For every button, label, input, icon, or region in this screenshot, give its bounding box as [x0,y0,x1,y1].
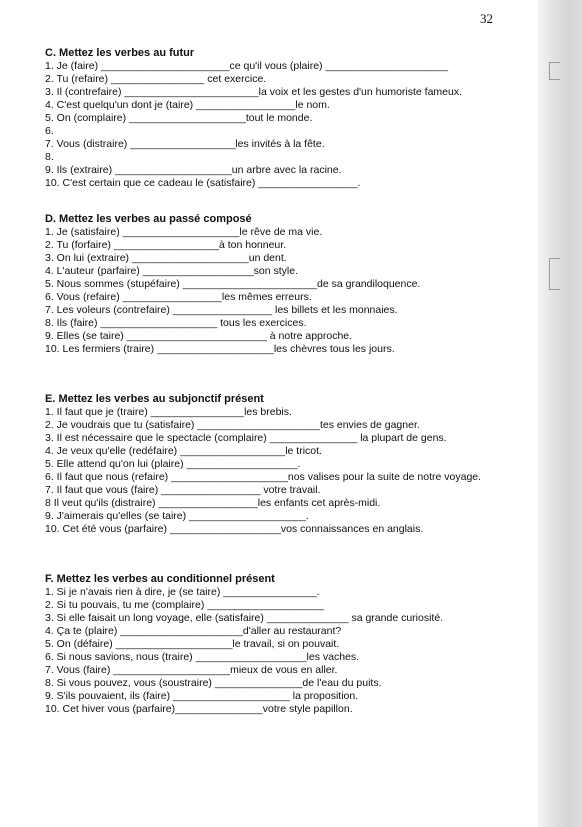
exercise-line: 5. On (complaire) ____________________tout le monde. [45,112,313,124]
exercise-line: 1. Je (satisfaire) ____________________le rêve de ma vie. [45,226,323,238]
exercise-line: 9. S'ils pouvaient, ils (faire) ____________________ la proposition. [45,690,359,702]
exercise-line: 6. [45,125,54,137]
exercise-line: 2. Si tu pouvais, tu me (complaire) ____________________ [45,599,325,611]
exercise-line: 4. Je veux qu'elle (redéfaire) __________________le tricot. [45,445,322,457]
edge-mark [549,258,560,290]
section-passe-compose [45,213,497,356]
exercise-line: 8. Ils (faire) ____________________ tous les exercices. [45,317,307,329]
exercise-line: 1. Si je n'avais rien à dire, je (se taire) ________________. [45,586,320,598]
exercise-line: 3. Si elle faisait un long voyage, elle (satisfaire) ______________ sa grande curiosité. [45,612,444,624]
exercise-line: 10. Les fermiers (traire) ____________________les chèvres tous les jours. [45,343,395,355]
exercise-line: 5. Nous sommes (stupéfaire) _______________________de sa grandiloquence. [45,278,421,290]
exercise-line: 7. Les voleurs (contrefaire) _________________ les billets et les monnaies. [45,304,398,316]
exercise-line: 6. Il faut que nous (refaire) ____________________nos valises pour la suite de notre voyage. [45,471,482,483]
page-number: 32 [480,11,493,26]
exercise-line: 6. Si nous savions, nous (traire) ___________________les vaches. [45,651,360,663]
exercise-line: 8. Si vous pouvez, vous (soustraire) _______________de l'eau du puits. [45,677,382,689]
section-title: E. Mettez les verbes au subjonctif présent [45,393,264,405]
exercise-line: 1. Je (faire) ______________________ce qu'il vous (plaire) _____________________ [45,60,449,72]
exercise-line: 9. Ils (extraire) ____________________un arbre avec la racine. [45,164,342,176]
exercise-line: 7. Vous (distraire) __________________les invités à la fête. [45,138,325,150]
exercise-line: 2. Tu (refaire) ________________ cet exercice. [45,73,267,85]
exercise-line: 9. Elles (se taire) ________________________ à notre approche. [45,330,353,342]
exercise-line: 10. C'est certain que ce cadeau le (satisfaire) _________________. [45,177,361,189]
exercise-line: 9. J'aimerais qu'elles (se taire) ____________________. [45,510,309,522]
section-conditionnel [45,573,497,716]
exercise-line: 1. Il faut que je (traire) ________________les brebis. [45,406,292,418]
exercise-line: 4. Ça te (plaire) _____________________d'aller au restaurant? [45,625,342,637]
exercise-line: 4. L'auteur (parfaire) ___________________son style. [45,265,299,277]
exercise-line: 3. Il est nécessaire que le spectacle (complaire) _______________ la plupart de gens. [45,432,447,444]
section-title: C. Mettez les verbes au futur [45,47,195,59]
section-title: F. Mettez les verbes au conditionnel présent [45,573,275,585]
exercise-line: 7. Vous (faire) ____________________mieux de vous en aller. [45,664,338,676]
section-subjonctif [45,393,497,536]
section-futur [45,47,497,190]
exercise-line: 3. On lui (extraire) ____________________un dent. [45,252,287,264]
exercise-line: 2. Je voudrais que tu (satisfaire) _____________________tes envies de gagner. [45,419,420,431]
edge-mark [549,62,560,80]
section-title: D. Mettez les verbes au passé composé [45,213,252,225]
page-edge-shadow [538,0,582,827]
exercise-line: 8. [45,151,54,163]
exercise-line: 5. On (défaire) ____________________le travail, si on pouvait. [45,638,340,650]
exercise-line: 10. Cet été vous (parfaire) ___________________vos connaissances en anglais. [45,523,424,535]
exercise-line: 3. Il (contrefaire) _______________________la voix et les gestes d'un humoriste fameux. [45,86,463,98]
exercise-line: 8 Il veut qu'ils (distraire) _________________les enfants cet après-midi. [45,497,381,509]
exercise-line: 4. C'est quelqu'un dont je (taire) _________________le nom. [45,99,330,111]
worksheet-content [45,47,497,716]
exercise-line: 5. Elle attend qu'on lui (plaire) ___________________. [45,458,301,470]
exercise-line: 6. Vous (refaire) _________________les mêmes erreurs. [45,291,312,303]
exercise-line: 7. Il faut que vous (faire) _________________ votre travail. [45,484,321,496]
exercise-line: 2. Tu (forfaire) __________________à ton honneur. [45,239,287,251]
exercise-line: 10. Cet hiver vous (parfaire)_______________votre style papillon. [45,703,353,715]
